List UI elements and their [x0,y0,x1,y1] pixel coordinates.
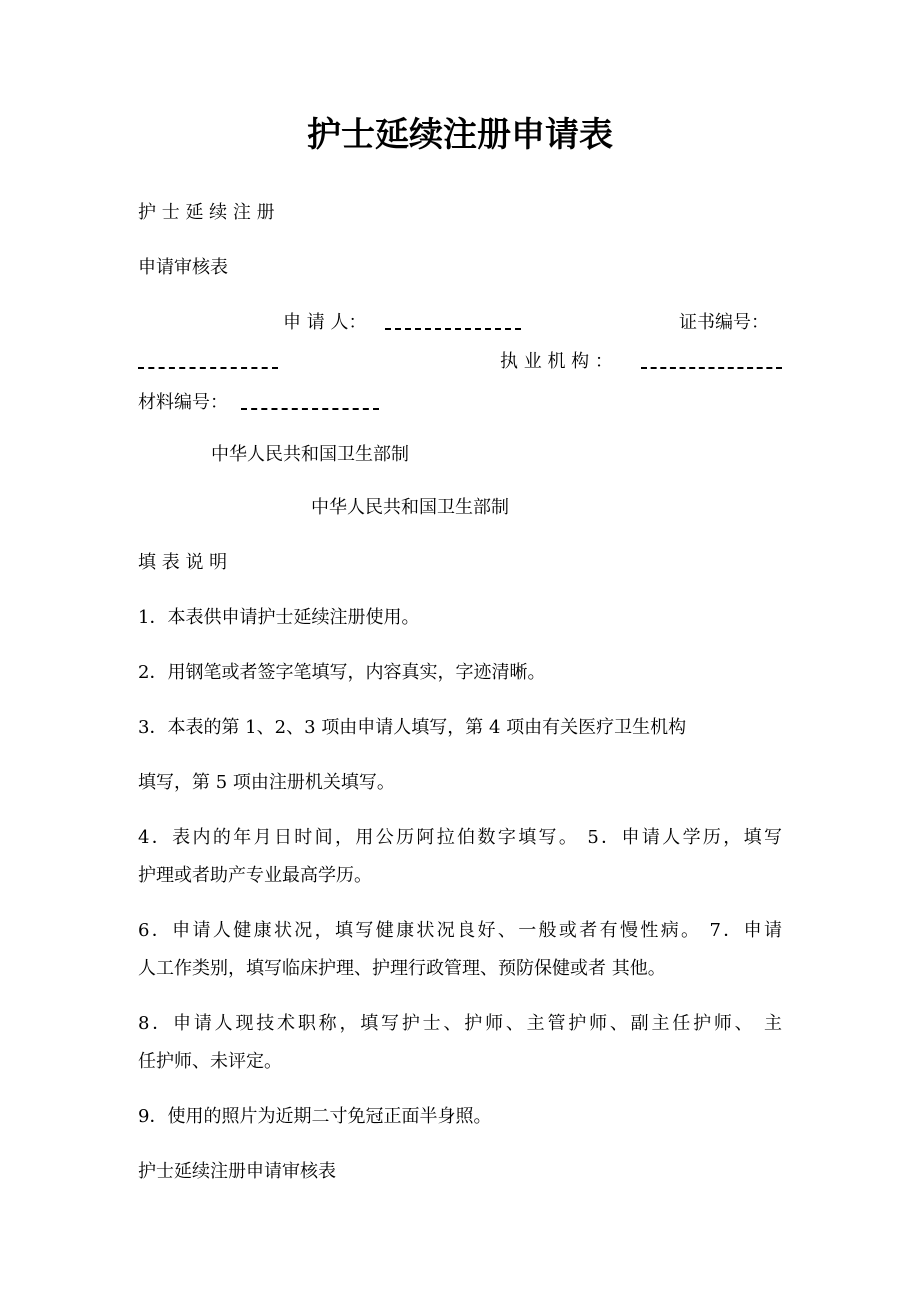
applicant-field[interactable] [385,314,521,330]
instruction-line: 填写，第 5 项由注册机关填写。 [138,772,395,793]
document-title: 护士延续注册申请表 [307,115,613,155]
institution-label: 执 业 机 构 ： [500,351,613,372]
instruction-line: 8．申请人现技术职称，填写护士、护师、主管护师、副主任护师、 主 [138,1013,782,1034]
instruction-line: 任护师、未评定。 [138,1051,282,1072]
instruction-line: 2．用钢笔或者签字笔填写，内容真实，字迹清晰。 [138,662,546,683]
instruction-line: 9．使用的照片为近期二寸免冠正面半身照。 [138,1106,492,1127]
section-heading: 护士延续注册申请审核表 [138,1161,336,1182]
instruction-line: 护理或者助产专业最高学历。 [138,865,372,886]
instruction-line: 1．本表供申请护士延续注册使用。 [138,607,420,628]
material-no-field[interactable] [241,394,379,410]
material-no-label: 材料编号： [138,392,228,413]
institution-field[interactable] [641,353,782,369]
applicant-label: 申 请 人： [283,312,367,333]
instruction-line: 4．表内的年月日时间，用公历阿拉伯数字填写。 5．申请人学历，填写 [138,827,782,848]
instruction-line: 6．申请人健康状况，填写健康状况良好、一般或者有慢性病。 7．申请 [138,920,782,941]
instruction-line: 人工作类别，填写临床护理、护理行政管理、预防保健或者 其他。 [138,958,666,979]
instruction-line: 3．本表的第 1、2、3 项由申请人填写，第 4 项由有关医疗卫生机构 [138,717,687,738]
instructions-heading: 填 表 说 明 [138,552,228,573]
cert-no-field[interactable] [138,353,278,369]
issuer-2: 中华人民共和国卫生部制 [311,497,509,518]
cover-line-2: 申请审核表 [138,257,228,278]
cover-line-1: 护 士 延 续 注 册 [138,202,275,223]
cert-no-label: 证书编号： [679,312,769,333]
material-no-row [138,391,782,415]
issuer-1: 中华人民共和国卫生部制 [211,444,409,465]
